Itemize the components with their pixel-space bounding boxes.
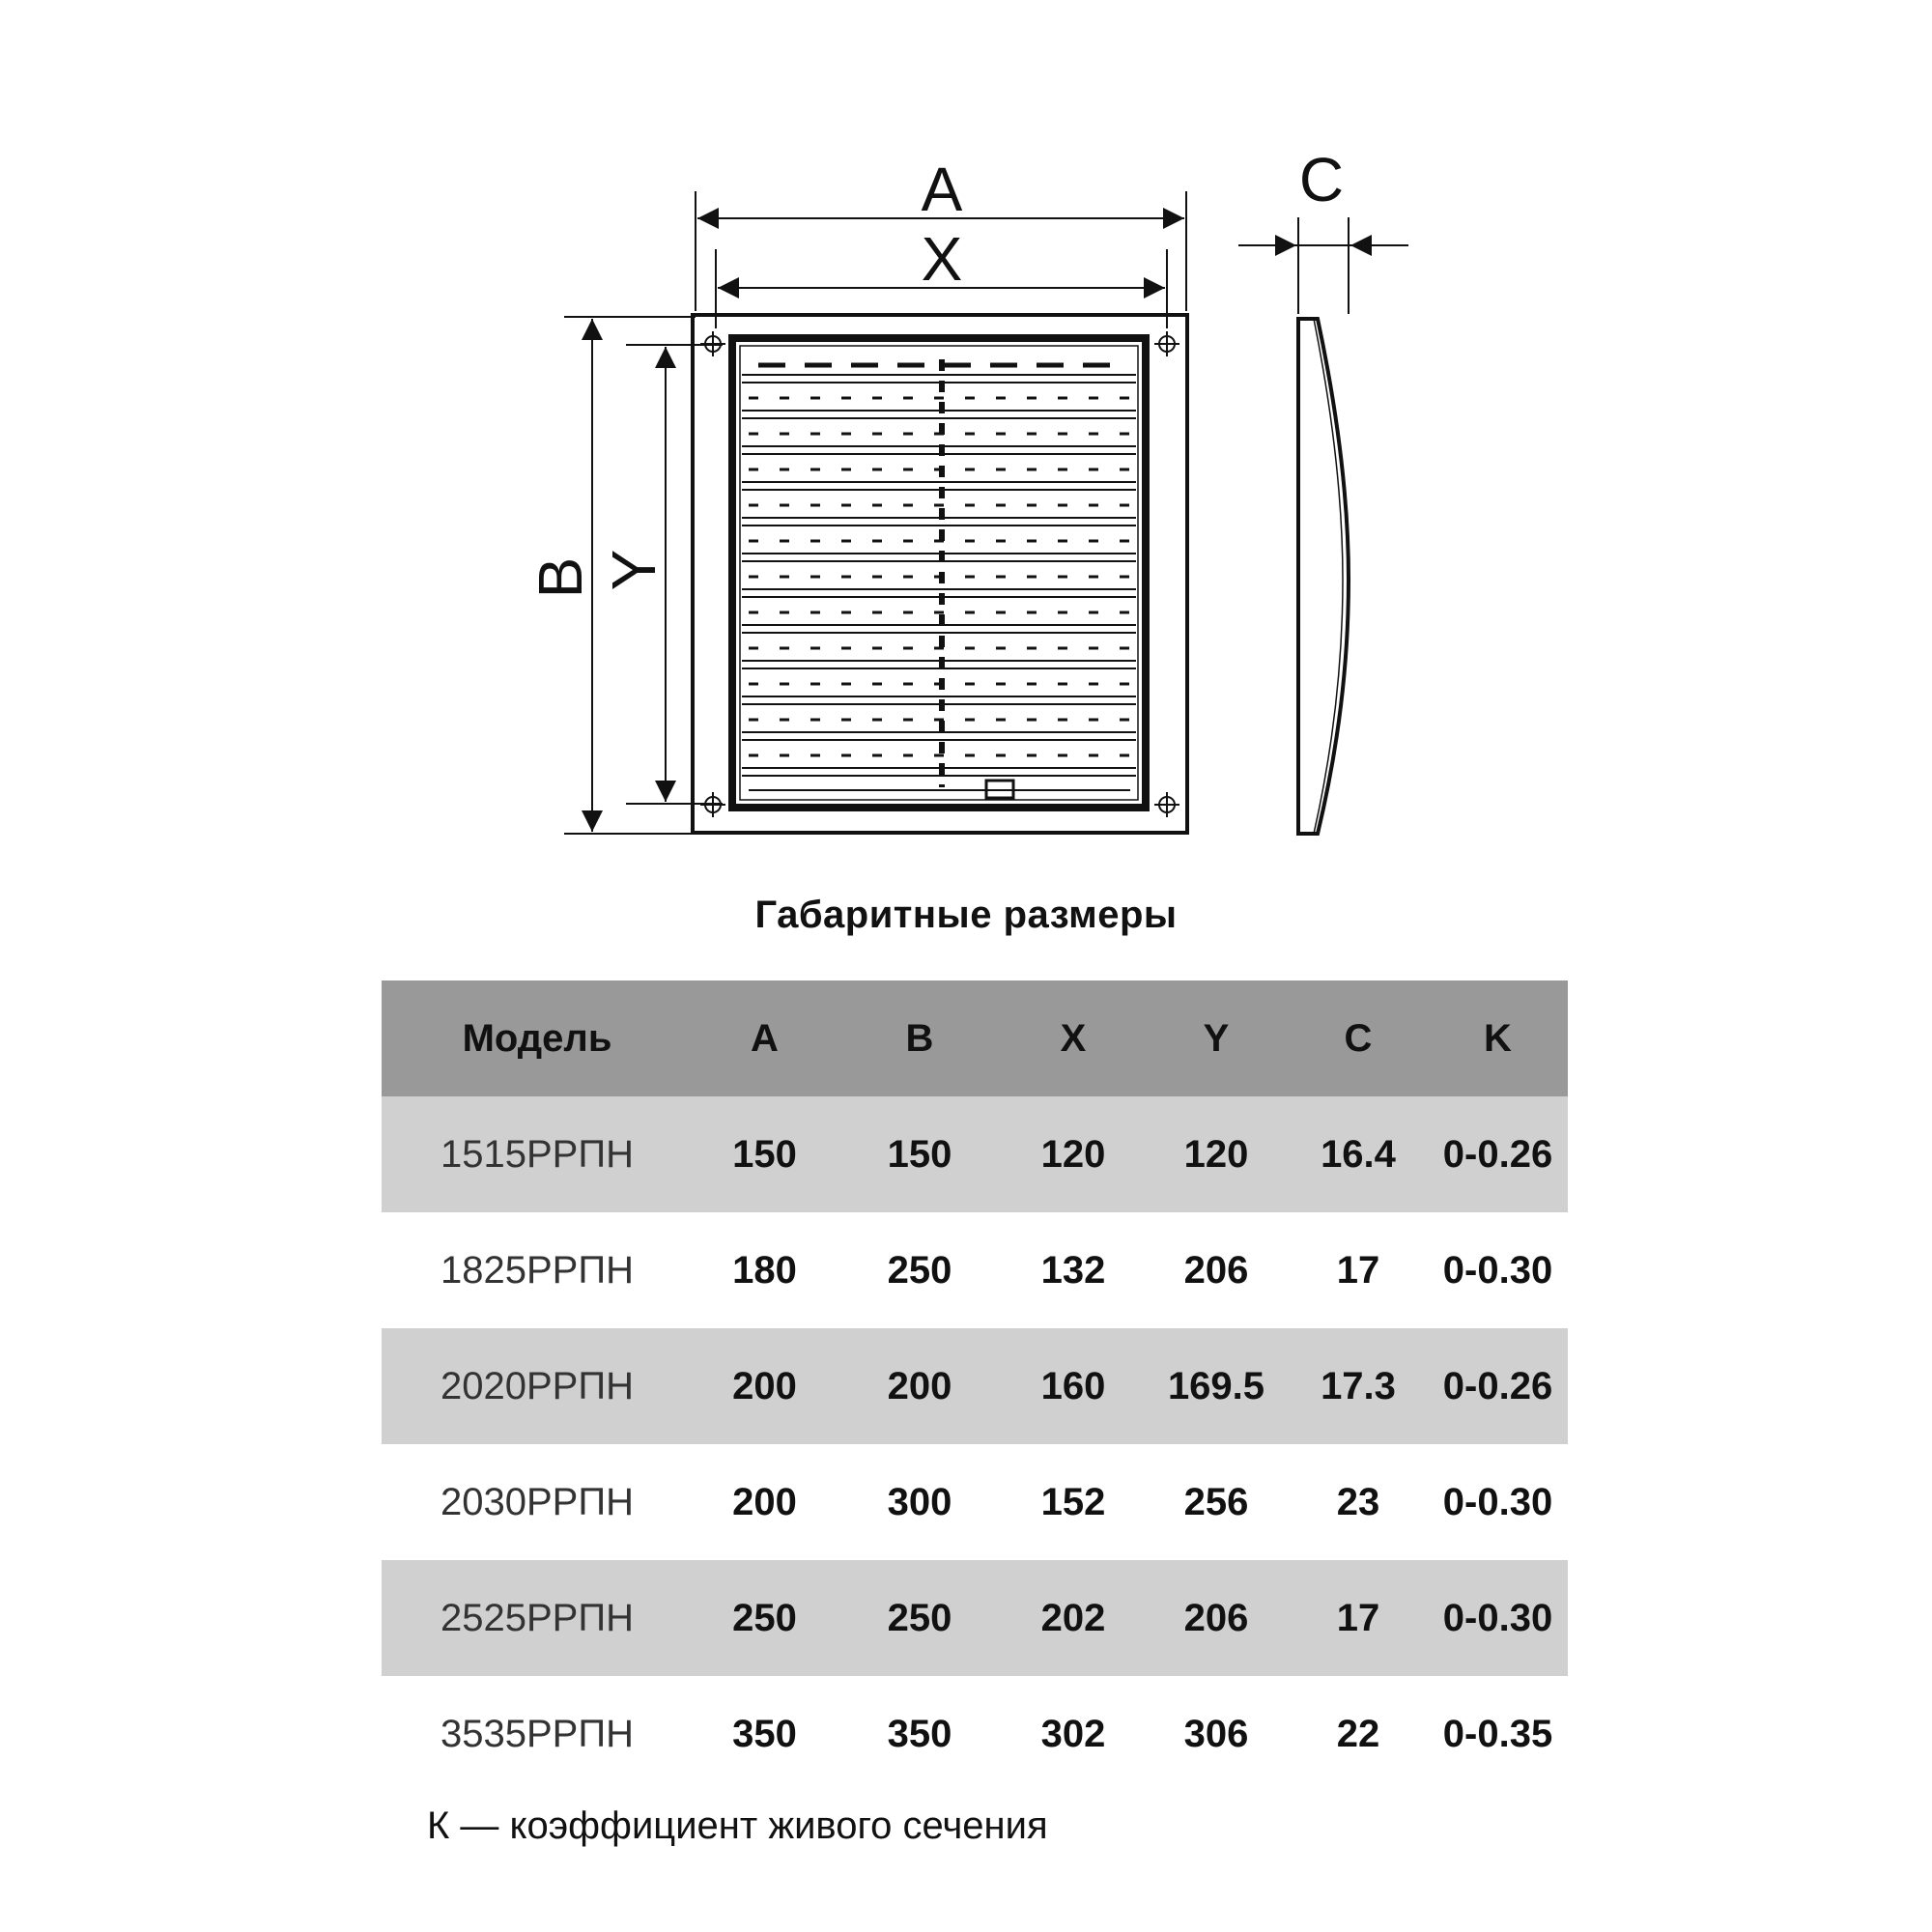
dimension-b-label: B	[526, 556, 595, 599]
cell-x: 302	[1040, 1712, 1106, 1755]
cell-k: 0-0.30	[1442, 1248, 1553, 1292]
cell-model: 3535РРПН	[440, 1712, 634, 1755]
cell-y: 206	[1183, 1596, 1249, 1639]
cell-x: 160	[1040, 1364, 1106, 1407]
dimension-c-label: C	[1298, 145, 1345, 214]
cell-a: 150	[732, 1132, 797, 1176]
header-x: X	[1060, 1016, 1087, 1060]
table-row	[382, 1444, 1568, 1560]
cell-model: 1825РРПН	[440, 1248, 634, 1292]
cell-a: 200	[732, 1364, 797, 1407]
table-header-row	[382, 980, 1568, 1096]
cell-b: 300	[887, 1480, 952, 1523]
cell-c: 22	[1336, 1712, 1380, 1755]
table-row	[382, 1328, 1568, 1444]
table-row	[382, 1096, 1568, 1212]
cell-b: 250	[887, 1596, 952, 1639]
cell-y: 306	[1183, 1712, 1249, 1755]
footnote: К — коэффициент живого сечения	[427, 1804, 1048, 1847]
header-a: A	[751, 1016, 779, 1060]
cell-b: 200	[887, 1364, 952, 1407]
header-b: B	[905, 1016, 934, 1060]
cell-c: 23	[1336, 1480, 1380, 1523]
table-row	[382, 1676, 1568, 1792]
cell-model: 2525РРПН	[440, 1596, 634, 1639]
cell-model: 1515РРПН	[440, 1132, 634, 1176]
cell-x: 120	[1040, 1132, 1106, 1176]
header-model: Модель	[462, 1016, 612, 1060]
cell-k: 0-0.26	[1442, 1364, 1553, 1407]
table-row	[382, 1212, 1568, 1328]
cell-c: 17	[1336, 1596, 1380, 1639]
section-title: Габаритные размеры	[754, 894, 1178, 936]
cell-a: 200	[732, 1480, 797, 1523]
cell-k: 0-0.30	[1442, 1480, 1553, 1523]
cell-k: 0-0.30	[1442, 1596, 1553, 1639]
cell-c: 17.3	[1321, 1364, 1396, 1407]
dimension-y-label: Y	[599, 549, 668, 591]
dimensions-table	[382, 980, 1568, 1792]
cell-b: 150	[887, 1132, 952, 1176]
cell-b: 350	[887, 1712, 952, 1755]
cell-k: 0-0.35	[1442, 1712, 1553, 1755]
header-c: C	[1344, 1016, 1373, 1060]
cell-b: 250	[887, 1248, 952, 1292]
cell-a: 180	[732, 1248, 797, 1292]
cell-k: 0-0.26	[1442, 1132, 1553, 1176]
cell-a: 350	[732, 1712, 797, 1755]
cell-y: 169.5	[1167, 1364, 1265, 1407]
grille-dimension-drawing	[0, 0, 1932, 869]
cell-a: 250	[732, 1596, 797, 1639]
header-k: K	[1484, 1016, 1512, 1060]
cell-model: 2030РРПН	[440, 1480, 634, 1523]
dimension-x-label: X	[921, 224, 963, 294]
cell-y: 120	[1183, 1132, 1249, 1176]
cell-x: 132	[1040, 1248, 1106, 1292]
cell-c: 16.4	[1321, 1132, 1396, 1176]
table-row	[382, 1560, 1568, 1676]
dimension-a-label: A	[921, 155, 963, 224]
cell-model: 2020РРПН	[440, 1364, 634, 1407]
grille-side-profile	[1298, 319, 1349, 834]
cell-c: 17	[1336, 1248, 1380, 1292]
cell-y: 256	[1183, 1480, 1249, 1523]
cell-y: 206	[1183, 1248, 1249, 1292]
grille-front-view	[693, 315, 1187, 833]
header-y: Y	[1203, 1016, 1230, 1060]
cell-x: 202	[1040, 1596, 1106, 1639]
cell-x: 152	[1040, 1480, 1106, 1523]
